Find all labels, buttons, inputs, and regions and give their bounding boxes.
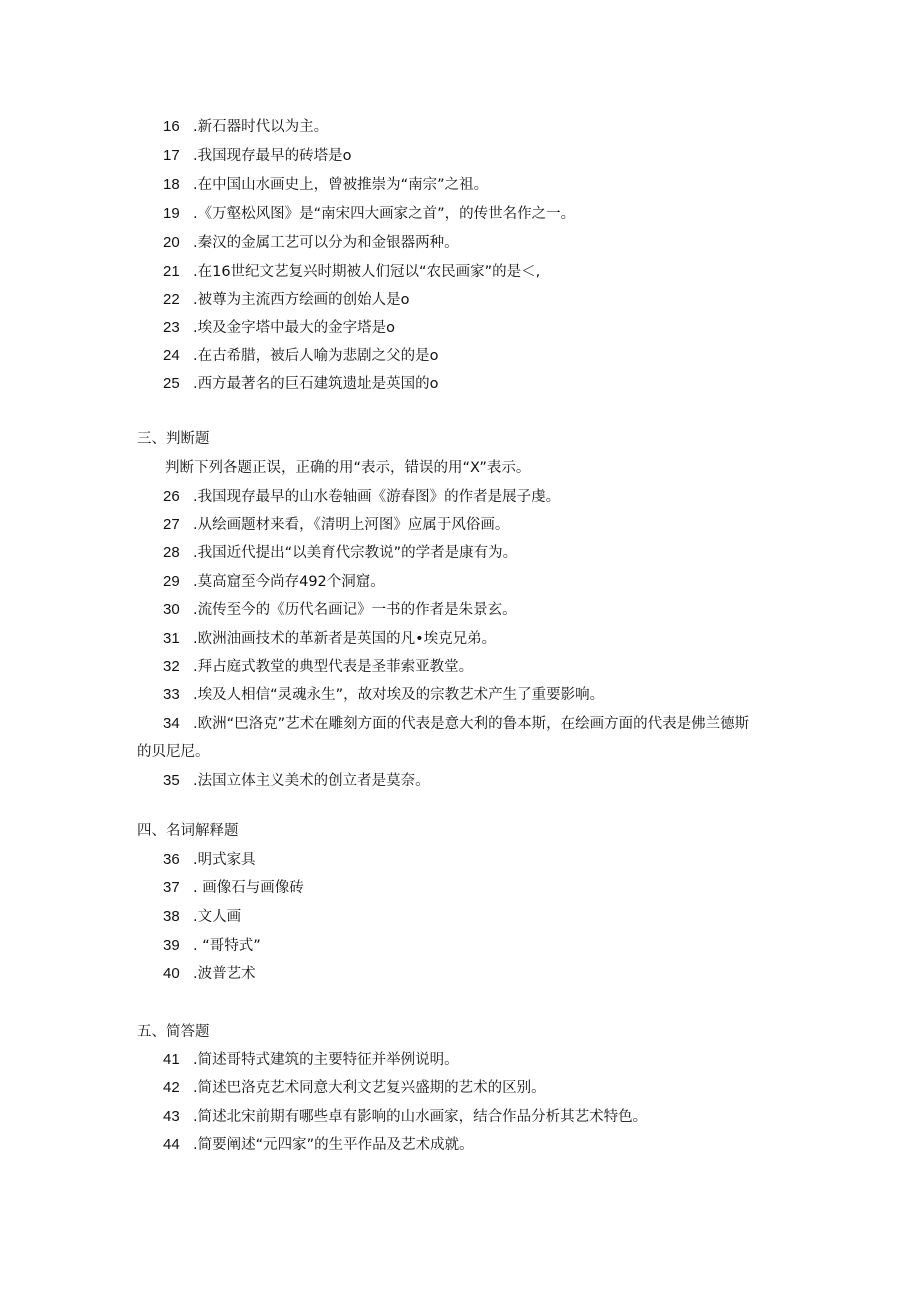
question-number: 24	[163, 347, 180, 364]
question-text: .新石器时代以为主。	[193, 119, 329, 135]
section-instruction: 判断下列各题正误，正确的用“表示，错误的用“X”表示。	[165, 460, 531, 476]
question-text: .文人画	[193, 909, 242, 925]
question-number: 26	[163, 488, 180, 505]
question-text: .我国现存最早的砖塔是o	[193, 148, 352, 164]
question-number: 27	[163, 516, 180, 533]
question-number: 23	[163, 319, 180, 336]
question-text: .我国近代提出“以美育代宗教说”的学者是康有为。	[193, 545, 518, 561]
question-number: 22	[163, 291, 180, 308]
question-text: .法国立体主义美术的创立者是莫奈。	[193, 773, 430, 789]
question-number: 16	[163, 118, 180, 135]
question-number: 21	[163, 263, 180, 280]
question-text: .西方最著名的巨石建筑遗址是英国的o	[193, 376, 439, 392]
question-text: .流传至今的《历代名画记》一书的作者是朱景玄。	[193, 602, 517, 618]
question-text: .欧洲“巴洛克”艺术在雕刻方面的代表是意大利的鲁本斯，在绘画方面的代表是佛兰德斯	[193, 716, 750, 732]
question-text: .拜占庭式教堂的典型代表是圣菲索亚教堂。	[193, 659, 474, 675]
question-text: .在16世纪文艺复兴时期被人们冠以“农民画家”的是＜,	[193, 264, 541, 280]
question-number: 29	[163, 573, 180, 590]
section-heading: 五、简答题	[137, 1024, 210, 1040]
question-number: 31	[163, 630, 180, 647]
section-heading: 四、名词解释题	[137, 823, 239, 839]
question-text: .波普艺术	[193, 966, 256, 982]
question-text: .埃及金字塔中最大的金字塔是o	[193, 320, 395, 336]
question-number: 36	[163, 851, 180, 868]
question-text: .明式家具	[193, 852, 256, 868]
question-number: 25	[163, 375, 180, 392]
question-number: 44	[163, 1136, 180, 1153]
question-text: . 画像石与画像砖	[193, 880, 304, 896]
question-number: 35	[163, 772, 180, 789]
question-number: 40	[163, 965, 180, 982]
question-text: .在中国山水画史上，曾被推崇为“南宗”之祖。	[193, 177, 489, 193]
question-number: 32	[163, 658, 180, 675]
question-number: 43	[163, 1108, 180, 1125]
section-heading: 三、判断题	[137, 431, 210, 447]
question-number: 42	[163, 1079, 180, 1096]
question-text: .简述巴洛克艺术同意大利文艺复兴盛期的艺术的区别。	[193, 1080, 546, 1096]
question-number: 34	[163, 715, 180, 732]
question-number: 33	[163, 686, 180, 703]
question-text: .我国现存最早的山水卷轴画《游春图》的作者是展子虔。	[193, 489, 561, 505]
question-number: 17	[163, 147, 180, 164]
question-text-continuation: 的贝尼尼。	[137, 744, 210, 760]
question-number: 20	[163, 234, 180, 251]
question-text: .简述哥特式建筑的主要特征并举例说明。	[193, 1052, 459, 1068]
question-number: 41	[163, 1051, 180, 1068]
question-text: .简要阐述“元四家”的生平作品及艺术成就。	[193, 1137, 474, 1153]
question-number: 37	[163, 879, 180, 896]
question-text: .被尊为主流西方绘画的创始人是o	[193, 292, 410, 308]
question-number: 28	[163, 544, 180, 561]
question-number: 19	[163, 205, 180, 222]
question-text: .从绘画题材来看，《清明上河图》应属于风俗画。	[193, 517, 510, 533]
question-text: .欧洲油画技术的革新者是英国的凡•埃克兄弟。	[193, 631, 497, 647]
question-text: . “哥特式”	[193, 938, 261, 954]
question-text: .莫高窟至今尚存492个洞窟。	[193, 574, 385, 590]
question-text: .秦汉的金属工艺可以分为和金银器两种。	[193, 235, 459, 251]
question-text: .简述北宋前期有哪些卓有影响的山水画家，结合作品分析其艺术特色。	[193, 1109, 648, 1125]
question-text: .在古希腊，被后人喻为悲剧之父的是o	[193, 348, 439, 364]
question-text: .《万壑松风图》是“南宋四大画家之首”，的传世名作之一。	[193, 206, 576, 222]
question-number: 18	[163, 176, 180, 193]
question-number: 30	[163, 601, 180, 618]
question-number: 39	[163, 937, 180, 954]
question-text: .埃及人相信“灵魂永生”，故对埃及的宗教艺术产生了重要影响。	[193, 687, 605, 703]
question-number: 38	[163, 908, 180, 925]
